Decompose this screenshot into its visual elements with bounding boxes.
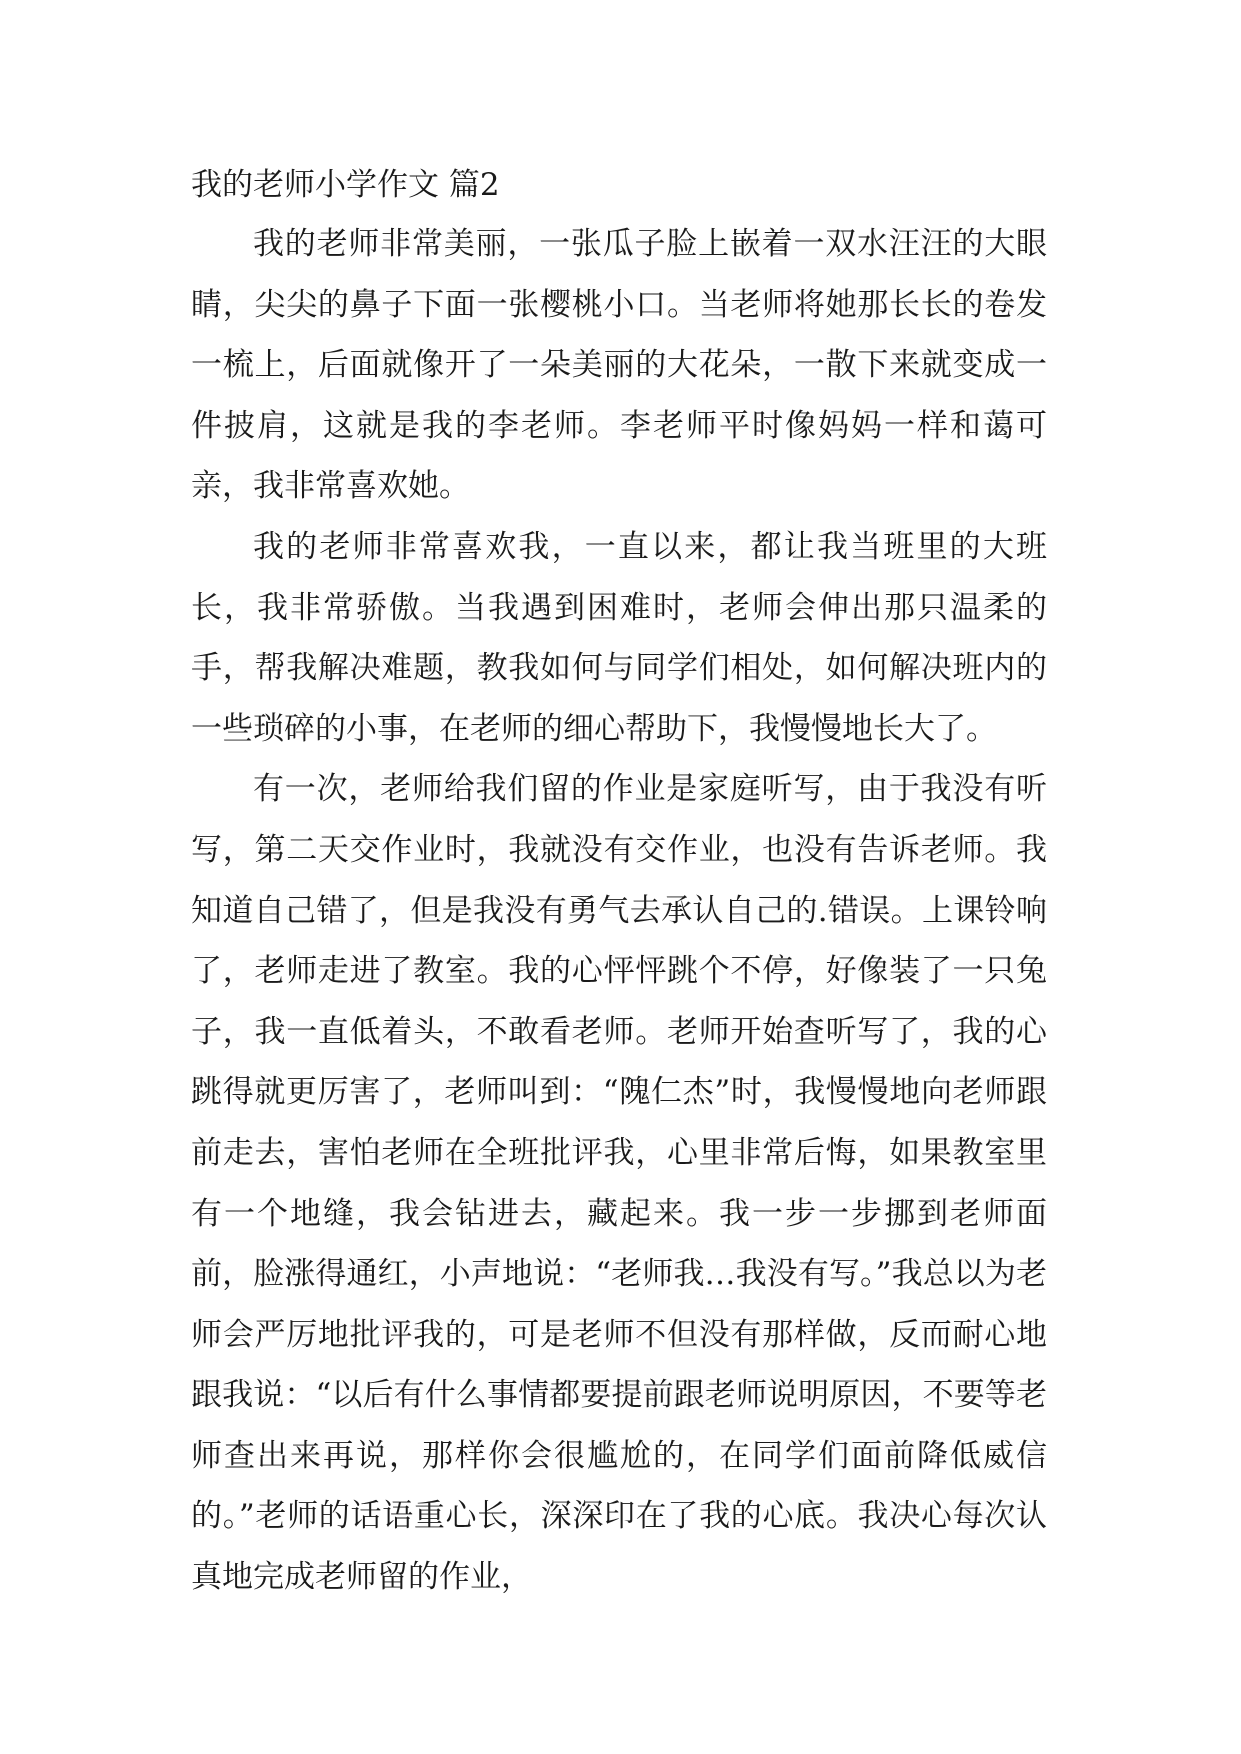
paragraph-2: 我的老师非常喜欢我，一直以来，都让我当班里的大班长，我非常骄傲。当我遇到困难时，老师会伸出那只温柔的手，帮我解决难题，教我如何与同学们相处，如何解决班内的一些琐碎的小事，在老师的细心帮助下，我慢慢地长大了。 <box>191 528 1047 747</box>
document-body <box>191 156 1047 1608</box>
paragraph-1: 我的老师非常美丽，一张瓜子脸上嵌着一双水汪汪的大眼睛，尖尖的鼻子下面一张樱桃小口。当老师将她那长长的卷发一梳上，后面就像开了一朵美丽的大花朵，一散下来就变成一件披肩，这就是我的李老师。李老师平时像妈妈一样和蔼可亲，我非常喜欢她。 <box>191 226 1047 505</box>
document-title: 我的老师小学作文 篇2 <box>191 167 500 203</box>
paragraph-3: 有一次，老师给我们留的作业是家庭听写，由于我没有听写，第二天交作业时，我就没有交作业，也没有告诉老师。我知道自己错了，但是我没有勇气去承认自己的.错误。上课铃响了，老师走进了教室。我的心怦怦跳个不停，好像装了一只兔子，我一直低着头，不敢看老师。老师开始查听写了，我的心跳得就更厉害了，老师叫到：“隗仁杰”时，我慢慢地向老师跟前走去，害怕老师在全班批评我，心里非常后悔，如果教室里有一个地缝，我会钻进去，藏起来。我一步一步挪到老师面前，脸涨得通红，小声地说：“老师我…我没有写。”我总以为老师会严厉地批评我的，可是老师不但没有那样做，反而耐心地跟我说：“以后有什么事情都要提前跟老师说明原因，不要等老师查出来再说，那样你会很尴尬的，在同学们面前降低威信的。”老师的话语重心长，深深印在了我的心底。我决心每次认真地完成老师留的作业， <box>191 771 1047 1596</box>
